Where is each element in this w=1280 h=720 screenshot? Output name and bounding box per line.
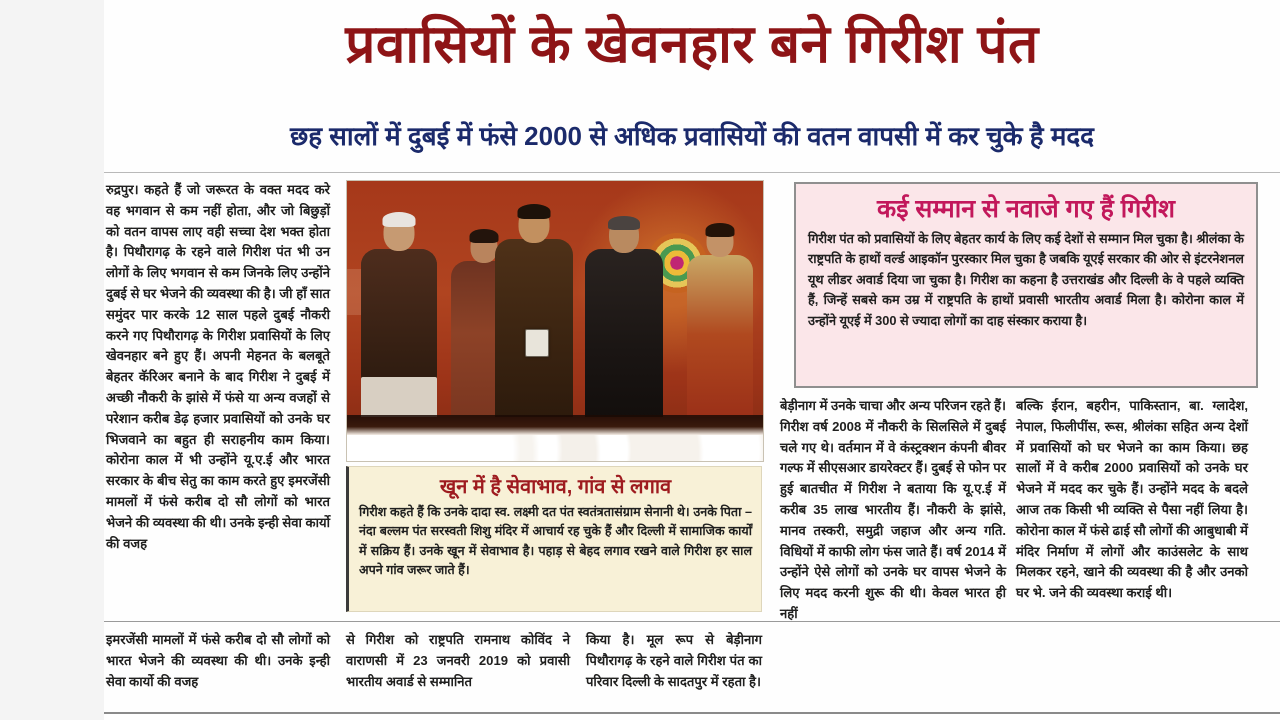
photo-backdrop bbox=[347, 181, 763, 461]
person-1-torso bbox=[361, 249, 437, 377]
article-column-3: बेड़ीनाग में उनके चाचा और अन्य परिजन रहते हैं। गिरीश वर्ष 2008 में नौकरी के सिलसिले में दुबई चले गए थे। वर्तमान में वे कंस्ट्रक्शन कंपनी बीवर गल्फ में सीएसआर डायरेक्टर हैं। दुबई से फोन पर हुई बातचीत में गिरीश ने बताया कि यू.ए.ई में करीब 35 लाख भारतीय हैं। नौकरी के झांसे, मानव तस्करी, समुद्री जहाज और अन्य गति. विधियों में काफी लोग फंस जाते हैं। वर्ष 2014 में उन्होंने ऐसे लोगों को उनके घर वापस भेजने के लिए मदद करनी शुरू की थी। केवल भारत ही नहीं bbox=[780, 398, 1006, 621]
floor-flowers bbox=[347, 435, 763, 461]
highlight-box bbox=[794, 182, 1258, 388]
article-photo bbox=[346, 180, 764, 462]
person-4-hair bbox=[608, 216, 640, 230]
article-bottom-column-1: इमरजेंसी मामलों में फंसे करीब दो सौ लोगों को भारत भेजने की व्यवस्था की थी। उनके इन्ही सेवा कार्यो की वजह bbox=[106, 632, 330, 689]
article-column-4: बल्कि ईरान, बहरीन, पाकिस्तान, बा. ग्लादेश, नेपाल, फिलीपींस, रूस, श्रीलंका सहित अन्य देशों में प्रवासियों को घर भेजने का काम किया। छह सालों में वे करीब 2000 प्रवासियों को उनके घर भेजने में मदद कर चुके हैं। उन्होंने मदद के बदले आज तक किसी भी व्यक्ति से पैसा नहीं लिया है। कोरोना काल में फंसे ढाई सौ लोगों की आबुधाबी में मंदिर निर्माण में लोगों और काउंसलेट के साथ मिलकर रहने, खाने की व्यवस्था की है और उनको घर भे. जने की व्यवस्था कराई थी। bbox=[1016, 398, 1248, 601]
caption-title: खून में है सेवाभाव, गांव से लगाव bbox=[439, 476, 672, 498]
person-5-hair bbox=[706, 223, 735, 237]
person-3-hair bbox=[518, 204, 551, 219]
subheadline: छह सालों में दुबई में फंसे 2000 से अधिक प्रवासियों की वतन वापसी में कर चुके है मदद bbox=[290, 121, 1094, 151]
article-column-1: रुद्रपुर। कहते हैं जो जरूरत के वक्त मदद करे वह भगवान से कम नहीं होता, और जो बिछुड़ों को वतन वापस लाए वही सच्चा देश भक्त होता है। पिथौरागढ़ के रहने वाले गिरीश पंत भी उन लोगों के लिए भगवान से कम जिनके लिए उन्होंने दुबई से घर भेजने की व्यवस्था की है। जी हाँ सात समुंदर पार करके 12 साल पहले दुबई नौकरी करने गए पिथौरागढ़ के गिरीश प्रवासियों के लिए खेवनहार बने हुए हैं। अपनी मेहनत के बलबूते बेहतर कॅरिअर बनाने के बाद गिरीश ने दुबई में अच्छी नौकरी के झांसे में फंसे या अन्य वजहों से परेशान करीब डेढ़ हजार प्रवासियों को उनके घर भिजवाने का बहुत ही सराहनीय काम किया। कोरोना काल में भी उन्होंने यू.ए.ई और भारत सरकार के बीच सेतु का काम करते हुए इमरजेंसी मामलों में फंसे करीब दो सौ लोगों को भारत भेजने की व्यवस्था की थी। उनके इन्ही सेवा कार्यो की वजह bbox=[106, 182, 330, 551]
caption-text: गिरीश कहते हैं कि उनके दादा स्व. लक्ष्मी दत पंत स्वतंत्रतासंग्राम सेनानी थे। उनके पिता –नंदा बल्लम पंत सरस्वती शिशु मंदिर में आचार्य रह चुके हैं और दिल्ली में सामाजिक कार्यों में सक्रिय हैं। उनके खून में सेवाभाव है। पहाड़ से बेहद लगाव रखने वाले गिरीश हर साल अपने गांव जरूर जाते हैं। bbox=[359, 505, 752, 578]
photo-person-5 bbox=[687, 221, 753, 421]
person-5-body bbox=[687, 255, 753, 421]
highlight-box-title: कई सम्मान से नवाजे गए हैं गिरीश bbox=[877, 195, 1175, 223]
photo-caption-box bbox=[346, 466, 762, 612]
page-title: प्रवासियों के खेवनहार बने गिरीश पंत bbox=[345, 15, 1039, 74]
article-bottom-column-4 bbox=[780, 630, 1006, 708]
newspaper-sheet bbox=[104, 0, 1280, 720]
highlight-box-text: गिरीश पंत को प्रवासियों के लिए बेहतर कार्य के लिए कई देशों से सम्मान मिल चुका है। श्रीलंका के राष्ट्रपति के हाथों वर्ल्ड आइकॉन पुरस्कार मिल चुका है जबकि यूएई सरकार की ओर से इंटरनेशनल यूथ लीडर अवार्ड दिया जा चुका है। गिरीश का कहना है उत्तराखंड और दिल्ली के वे पहले व्यक्ति हैं, जिन्हें सबसे कम उम्र में राष्ट्रपति के हाथों प्रवासी भारतीय अवार्ड मिला है। कोरोना काल में उन्होंने यूएई में 300 से ज्यादा लोगों का दाह संस्कार कराया है। bbox=[808, 231, 1244, 328]
divider-middle bbox=[104, 621, 1280, 622]
person-1-hair bbox=[383, 212, 416, 227]
photo-person-3-awardee bbox=[495, 203, 573, 421]
photo-person-1 bbox=[361, 209, 437, 421]
award-medal bbox=[525, 329, 549, 357]
divider-top bbox=[104, 172, 1280, 173]
article-bottom-column-3: किया है। मूल रूप से बेड़ीनाग पिथौरागढ़ के रहने वाले गिरीश पंत का परिवार दिल्ली के सादतपुर में रहता है। bbox=[586, 632, 762, 689]
person-4-body bbox=[585, 249, 663, 421]
article-bottom-column-2: से गिरीश को राष्ट्रपति रामनाथ कोविंद ने वाराणसी में 23 जनवरी 2019 को प्रवासी भारतीय अवार्ड से सम्मानित bbox=[346, 632, 570, 689]
article-bottom-column-5 bbox=[1016, 630, 1248, 708]
photo-person-4 bbox=[585, 215, 663, 421]
divider-bottom bbox=[104, 712, 1280, 714]
scan-gutter-left bbox=[0, 0, 119, 720]
